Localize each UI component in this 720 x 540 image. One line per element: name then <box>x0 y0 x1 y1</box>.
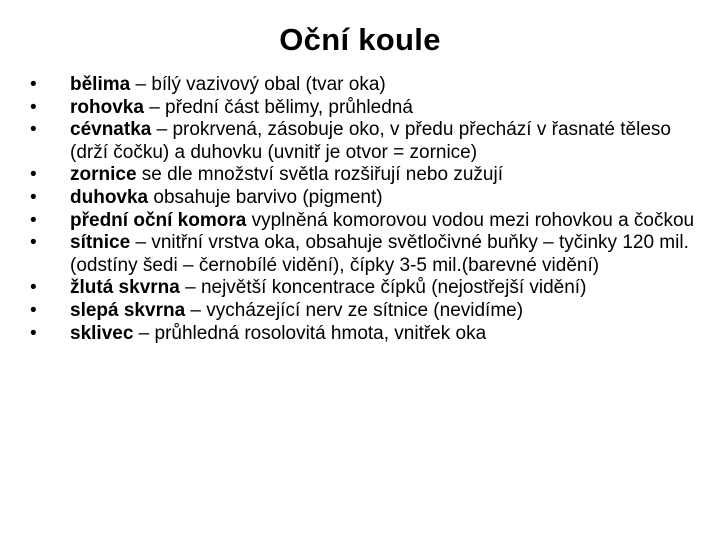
list-item <box>26 97 696 120</box>
item-term: cévnatka <box>70 119 152 141</box>
list-item <box>26 277 696 300</box>
item-text: – největší koncentrace čípků (nejostřejší vidění) <box>179 277 587 299</box>
item-text: vyplněná komorovou vodou mezi rohovkou a čočkou <box>246 209 695 231</box>
item-term: přední oční komora <box>70 209 247 231</box>
item-term: slepá skvrna <box>70 299 186 321</box>
bullet-icon: • <box>30 232 37 254</box>
list-item <box>26 210 696 233</box>
bullet-icon: • <box>30 322 37 344</box>
item-term: duhovka <box>70 186 149 208</box>
list-item <box>26 232 696 277</box>
item-text: – prokrvená, zásobuje oko, v předu přechází v řasnaté těleso (drží čočku) a duhovku (uvnitř je otvor = zornice) <box>70 119 671 163</box>
item-text: – vnitřní vrstva oka, obsahuje světločivné buňky – tyčinky 120 mil.(odstíny šedi – černobílé vidění), čípky 3-5 mil.(barevné vidění) <box>70 232 689 276</box>
bullet-icon: • <box>30 299 37 321</box>
item-text: – přední část bělimy, průhledná <box>143 96 413 118</box>
bullet-icon: • <box>30 277 37 299</box>
bullet-icon: • <box>30 119 37 141</box>
item-text: – vycházející nerv ze sítnice (nevidíme) <box>185 299 524 321</box>
list-item <box>26 187 696 210</box>
bullet-icon: • <box>30 186 37 208</box>
list-item <box>26 323 696 346</box>
slide-title: Oční koule <box>279 22 441 57</box>
list-item <box>26 74 696 97</box>
list-item <box>26 300 696 323</box>
item-text: se dle množství světla rozšiřují nebo zužují <box>136 164 503 186</box>
item-term: žlutá skvrna <box>70 277 180 299</box>
bullet-icon: • <box>30 96 37 118</box>
bullet-icon: • <box>30 164 37 186</box>
bullet-icon: • <box>30 74 37 95</box>
list-item <box>26 119 696 164</box>
item-text: – průhledná rosolovitá hmota, vnitřek oka <box>133 322 487 344</box>
list-item <box>26 164 696 187</box>
bullet-icon: • <box>30 209 37 231</box>
bullet-list <box>26 74 696 345</box>
item-term: zornice <box>70 164 137 186</box>
item-term: sítnice <box>70 232 131 254</box>
item-term: bělima <box>70 74 131 95</box>
item-term: sklivec <box>70 322 134 344</box>
item-text: obsahuje barvivo (pigment) <box>148 186 383 208</box>
item-text: – bílý vazivový obal (tvar oka) <box>130 74 386 95</box>
item-term: rohovka <box>70 96 144 118</box>
